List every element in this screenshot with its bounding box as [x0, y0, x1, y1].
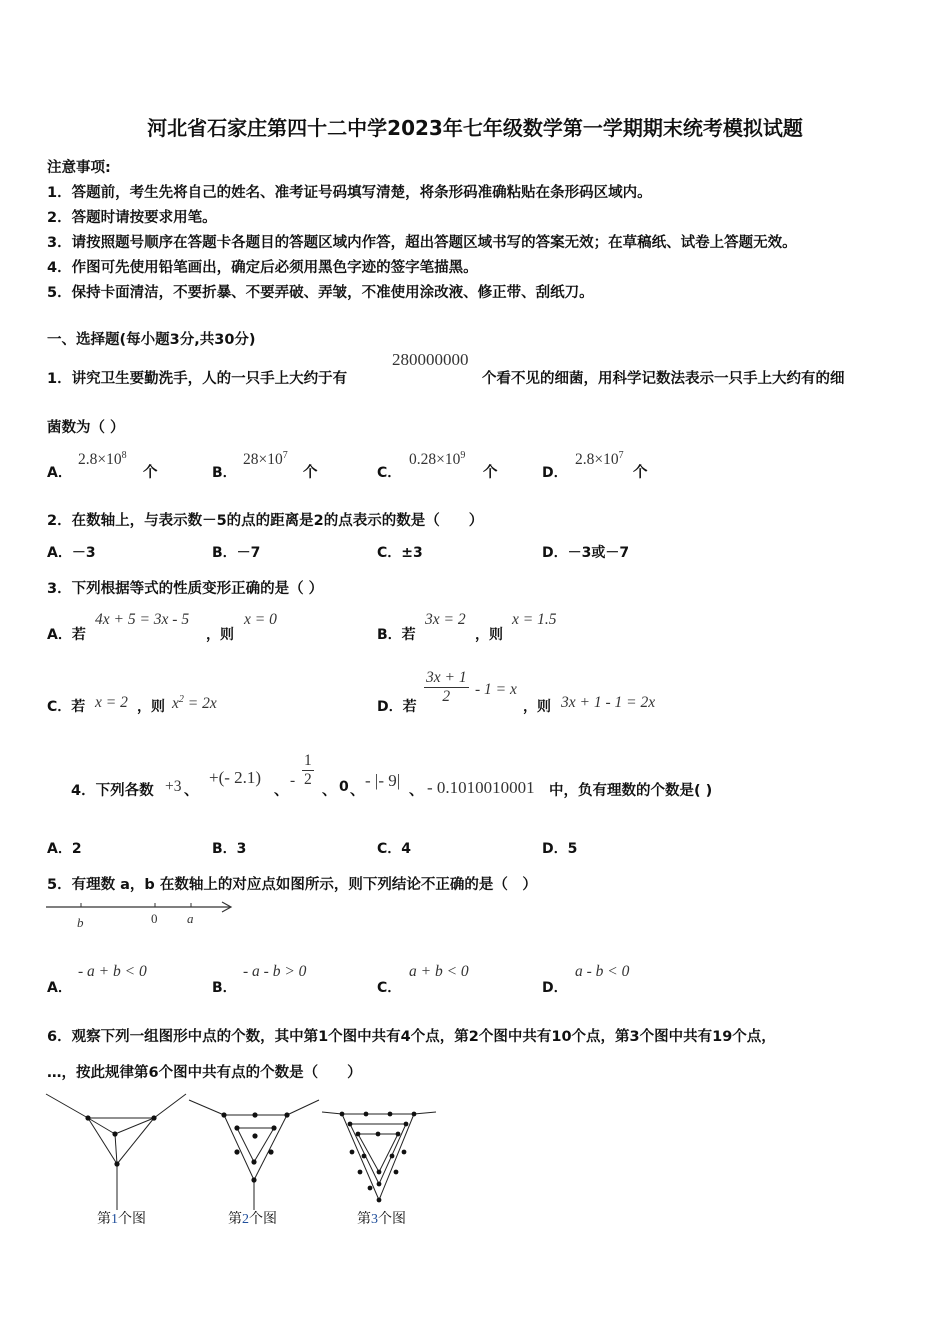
q1-stem: 1．讲究卫生要勤洗手，人的一只手上大约于有 [47, 371, 348, 387]
q4-sep: 、 [350, 783, 365, 799]
notice-heading: 注意事项: [47, 160, 111, 176]
fig3-line [414, 1112, 436, 1114]
fig2-dot [251, 1177, 256, 1182]
q3-a-result: x = 0 [244, 611, 277, 628]
fig3-dot [362, 1154, 367, 1159]
fig3-line [379, 1134, 398, 1172]
notice-item: 3．请按照题号顺序在答题卡各题目的答题区域内作答，超出答题区域书写的答案无效；在草稿纸、试卷上答题无效。 [47, 235, 797, 251]
fig3-dot [390, 1154, 395, 1159]
q3-then: ，则 [475, 627, 503, 643]
notice-item: 1．答题前，考生先将自己的姓名、准考证号码填写清楚，将条形码准确粘贴在条形码区域内。 [47, 185, 652, 201]
q5-option-a[interactable]: - a + b < 0 [78, 963, 147, 980]
fig2-dot [252, 1112, 257, 1117]
q4-sep: 、 [184, 783, 199, 799]
q4-stem-end: 中，负有理数的个数是( ) [549, 783, 713, 799]
q5-option-c[interactable]: a + b < 0 [409, 963, 469, 980]
q1-option-b[interactable]: $28\times 10^7$ [243, 450, 288, 469]
q1-stem-end: 菌数为（ ） [47, 420, 125, 436]
q4-number: - |- 9| [365, 771, 401, 790]
fig1-dot [85, 1115, 90, 1120]
fig3-dot [368, 1186, 373, 1191]
q3-option-d-label[interactable]: D．若 [377, 699, 417, 715]
number-line-figure [44, 897, 239, 937]
fig2-dot [234, 1125, 239, 1130]
q1-unit: 个 [143, 465, 158, 481]
q5-stem: 5．有理数 a，b 在数轴上的对应点如图所示，则下列结论不正确的是（ ） [47, 877, 537, 893]
fig1-line [88, 1118, 117, 1164]
fig2-dot [252, 1133, 257, 1138]
q2-option-c[interactable]: C．±3 [377, 545, 423, 561]
q1-option-label: A． [47, 465, 72, 481]
fig3-dot [404, 1122, 409, 1127]
fig3-dot [396, 1132, 401, 1137]
q1-stem-cont: 个看不见的细菌，用科学记数法表示一只手上大约有的细 [482, 371, 845, 387]
q4-sep: 、 [322, 783, 337, 799]
label-0: 0 [151, 911, 158, 926]
fig1-line [46, 1094, 88, 1118]
label-b: b [77, 915, 84, 930]
q3-stem: 3．下列根据等式的性质变形正确的是（ ） [47, 581, 324, 597]
fig3-dot [377, 1170, 382, 1175]
q1-unit: 个 [633, 465, 648, 481]
fig2-dot [234, 1149, 239, 1154]
fig2-line [254, 1128, 274, 1162]
pattern-figures [44, 1092, 444, 1217]
q4-number: - 0.1010010001 [427, 778, 535, 797]
q1-option-a[interactable]: $2.8\times 10^8$ [78, 450, 127, 469]
q4-number: +3 [165, 778, 182, 795]
fig2-line [287, 1100, 319, 1115]
q5-option-label: D． [542, 980, 568, 996]
fig1-dot [114, 1161, 119, 1166]
section-heading: 一、选择题(每小题3分,共30分) [47, 332, 256, 348]
fig3-dot [394, 1170, 399, 1175]
fig3-line [379, 1114, 414, 1200]
q4-option-b[interactable]: B．3 [212, 841, 247, 857]
fig3-dot [356, 1132, 361, 1137]
q3-option-c-label[interactable]: C．若 [47, 699, 86, 715]
fig3-dot [412, 1112, 417, 1117]
q1-option-d[interactable]: $2.8\times 10^7$ [575, 450, 624, 469]
q3-option-b-label[interactable]: B．若 [377, 627, 416, 643]
fig1-dot [112, 1131, 117, 1136]
fig1-line [154, 1094, 186, 1118]
fig3-dot [350, 1150, 355, 1155]
q4-sign: - [290, 772, 296, 789]
q1-unit: 个 [483, 465, 498, 481]
page-title: 河北省石家庄第四十二中学2023年七年级数学第一学期期末统考模拟试题 [147, 116, 803, 140]
fig1-line [115, 1134, 117, 1164]
q2-option-d[interactable]: D．－3或－7 [542, 545, 630, 561]
q3-then: ，则 [523, 699, 551, 715]
q4-stem: 4．下列各数 [71, 783, 154, 799]
q5-option-d[interactable]: a - b < 0 [575, 963, 630, 980]
q1-option-label: D． [542, 465, 568, 481]
fig2-line [189, 1100, 224, 1115]
q4-number: +(- 2.1) [209, 768, 262, 787]
q5-option-b[interactable]: - a - b > 0 [243, 963, 307, 980]
label-a: a [187, 911, 194, 926]
q3-option-a-label[interactable]: A．若 [47, 627, 86, 643]
q2-option-b[interactable]: B．－7 [212, 545, 261, 561]
fig3-dot [340, 1112, 345, 1117]
q4-number: 0 [339, 779, 349, 795]
q3-then: ，则 [137, 699, 165, 715]
fig2-dot [271, 1125, 276, 1130]
q1-option-c[interactable]: $0.28\times 10^9$ [409, 450, 466, 469]
q3-b-equation: 3x = 2 [425, 611, 466, 628]
fig2-dot [251, 1159, 256, 1164]
q4-option-d[interactable]: D．5 [542, 841, 578, 857]
notice-item: 4．作图可先使用铅笔画出，确定后必须用黑色字迹的签字笔描黑。 [47, 260, 478, 276]
figure-caption-2: 第2个图 [228, 1212, 277, 1227]
q3-a-equation: 4x + 5 = 3x - 5 [95, 611, 190, 628]
q4-fraction: $\frac{1}{2}$ [304, 752, 312, 788]
q5-option-label: B． [212, 980, 237, 996]
fig1-line [88, 1118, 115, 1134]
fig3-line [358, 1134, 379, 1172]
figure-caption-3: 第3个图 [357, 1212, 406, 1227]
q3-then: ，则 [206, 627, 234, 643]
fig2-dot [284, 1112, 289, 1117]
figure-caption-1: 第1个图 [97, 1212, 146, 1227]
q4-sep: 、 [409, 783, 424, 799]
q1-number: 280000000 [392, 350, 469, 369]
fig3-dot [376, 1132, 381, 1137]
fig2-line [237, 1128, 254, 1162]
q1-unit: 个 [303, 465, 318, 481]
fig2-line [254, 1115, 287, 1180]
fig3-dot [388, 1112, 393, 1117]
notice-item: 5．保持卡面清洁，不要折暴、不要弄破、弄皱，不准使用涂改液、修正带、刮纸刀。 [47, 285, 594, 301]
q5-option-label: C． [377, 980, 402, 996]
fig3-dot [358, 1170, 363, 1175]
q4-sep: 、 [274, 783, 289, 799]
q4-option-c[interactable]: C．4 [377, 841, 412, 857]
q3-d-result: 3x + 1 - 1 = 2x [561, 694, 656, 711]
q1-option-label: C． [377, 465, 402, 481]
fig3-dot [402, 1150, 407, 1155]
fig3-dot [364, 1112, 369, 1117]
q3-c-result: $x^2 = 2x$ [172, 694, 217, 713]
q5-option-label: A． [47, 980, 72, 996]
fig3-dot [377, 1182, 382, 1187]
fig3-line [342, 1114, 379, 1200]
fig1-dot [151, 1115, 156, 1120]
notice-item: 2．答题时请按要求用笔。 [47, 210, 217, 226]
q6-stem-cont: …，按此规律第6个图中共有点的个数是（ ） [47, 1065, 362, 1081]
fig1-line [117, 1118, 154, 1164]
q2-stem: 2．在数轴上，与表示数－5的点的距离是2的点表示的数是（ ） [47, 513, 484, 529]
q3-d-fraction: $\frac{3x + 1}{2}$ [426, 669, 467, 705]
q3-b-result: x = 1.5 [512, 611, 557, 628]
fig3-dot [348, 1122, 353, 1127]
fig3-dot [377, 1198, 382, 1203]
q4-option-a[interactable]: A．2 [47, 841, 82, 857]
q3-c-equation: x = 2 [95, 694, 128, 711]
q2-option-a[interactable]: A．－3 [47, 545, 96, 561]
fig2-line [224, 1115, 254, 1180]
q3-d-equation-rest: - 1 = x [475, 681, 517, 698]
fig3-line [322, 1112, 342, 1114]
fig2-dot [221, 1112, 226, 1117]
fig2-dot [268, 1149, 273, 1154]
q6-stem: 6．观察下列一组图形中点的个数，其中第1个图中共有4个点，第2个图中共有10个点，第3个图中共有19个点， [47, 1029, 776, 1045]
q1-option-label: B． [212, 465, 237, 481]
